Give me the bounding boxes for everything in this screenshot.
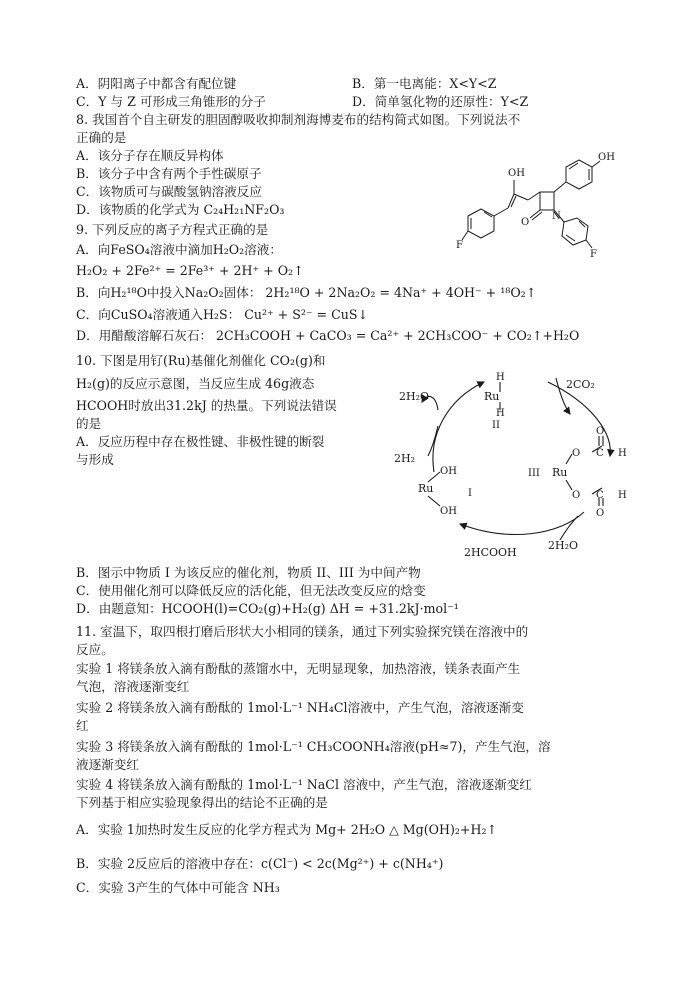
q11-option-b: B．实验 2反应后的溶液中存在：c(Cl⁻) < 2c(Mg²⁺) + c(NH₄⁺) [76, 856, 444, 871]
ru2-h-bottom: H [496, 408, 505, 419]
catalytic-cycle-diagram [388, 364, 640, 562]
ru2-label: Ru [484, 390, 500, 403]
q10-stem-line3: HCOOH时放出31.2kJ 的热量。下列说法错误 [76, 398, 337, 413]
ru3-c-bottom: C [596, 490, 604, 501]
q10-stem-line1: 10. 下图是用钌(Ru)基催化剂催化 CO₂(g)和 [76, 353, 326, 368]
q11-exp3-line1: 实验 3 将镁条放入滴有酚酞的 1mol·L⁻¹ CH₃COONH₄溶液(pH≈7)，产生气泡，溶 [76, 739, 551, 754]
q8-option-d: D．该物质的化学式为 C₂₄H₂₁NF₂O₃ [76, 202, 285, 217]
ru3-c-top: C [596, 448, 604, 459]
structure-n-ring: N [552, 211, 561, 222]
species-i-label: I [468, 488, 472, 499]
ru1-label: Ru [418, 482, 434, 495]
label-2co2: 2CO₂ [566, 378, 595, 391]
q8-option-b: B．该分子中含有两个手性碳原子 [76, 166, 262, 181]
structure-o-carbonyl: O [521, 217, 530, 228]
q10-option-d: D．由题意知：HCOOH(l)=CO₂(g)+H₂(g) ΔH = +31.2kJ·mol⁻¹ [76, 601, 459, 616]
q8-option-a: A．该分子存在顺反异构体 [76, 148, 224, 163]
q7-option-d: D．简单氢化物的还原性：Y<Z [352, 94, 529, 109]
q7-option-a: A．阴阳离子中都含有配位键 [76, 76, 237, 91]
q11-exp3-line2: 液逐渐变红 [76, 757, 139, 772]
ru3-carbonyl-o-bottom: O [596, 508, 605, 519]
q10-stem-line2: H₂(g)的反应示意图，当反应生成 46g液态 [76, 376, 315, 391]
q9-option-a-line1: A．向FeSO₄溶液中滴加H₂O₂溶液： [76, 242, 282, 257]
species-iii-label: III [528, 468, 540, 479]
ru3-o-top: O [572, 448, 581, 459]
q9-option-a-line2: H₂O₂ + 2Fe²⁺ = 2Fe³⁺ + 2H⁺ + O₂↑ [76, 263, 304, 278]
ru3-h-bottom: H [618, 490, 627, 501]
ru3-label: Ru [552, 466, 568, 479]
q10-option-c: C．使用催化剂可以降低反应的活化能，但无法改变反应的焓变 [76, 583, 426, 598]
species-ii-label: II [492, 420, 500, 431]
q11-exp2-line1: 实验 2 将镁条放入滴有酚酞的 1mol·L⁻¹ NH₄Cl溶液中，产生气泡，溶液逐渐变 [76, 700, 524, 715]
ru1-oh-bottom: OH [440, 506, 457, 517]
q9-option-d: D．用醋酸溶解石灰石： 2CH₃COOH + CaCO₃ = Ca²⁺ + 2CH₃COO⁻ + CO₂↑+H₂O [76, 328, 580, 343]
ru1-oh-top: OH [440, 466, 457, 477]
ru2-h-top: H [496, 372, 505, 383]
q11-stem-line2: 反应。 [76, 642, 114, 657]
structure-f-left: F [456, 240, 463, 251]
label-2h2: 2H₂ [394, 452, 416, 465]
ru3-carbonyl-o-top: O [596, 426, 605, 437]
q10-option-a-line2: 与形成 [76, 452, 114, 467]
structure-oh-top: OH [508, 168, 525, 179]
q10-option-a-line1: A．反应历程中存在极性键、非极性键的断裂 [76, 434, 325, 449]
q11-question: 下列基于相应实验现象得出的结论不正确的是 [76, 795, 328, 810]
q11-stem-line1: 11. 室温下，取四根打磨后形状大小相同的镁条，通过下列实验探究镁在溶液中的 [76, 624, 529, 639]
q11-exp1-line2: 气泡，溶液逐渐变红 [76, 679, 190, 694]
q9-option-b: B．向H₂¹⁸O中投入Na₂O₂固体： 2H₂¹⁸O + 2Na₂O₂ = 4Na⁺ + 4OH⁻ + ¹⁸O₂↑ [76, 285, 537, 300]
q11-exp4: 实验 4 将镁条放入滴有酚酞的 1mol·L⁻¹ NaCl 溶液中，产生气泡，溶液逐渐变红 [76, 777, 532, 792]
q7-option-b: B．第一电离能：X<Y<Z [352, 76, 497, 91]
label-2hcooh: 2HCOOH [464, 546, 517, 559]
ru3-h-top: H [618, 448, 627, 459]
label-2h2o-bottom: 2H₂O [548, 539, 579, 552]
q7-option-c: C．Y 与 Z 可形成三角锥形的分子 [76, 94, 266, 109]
q11-exp2-line2: 红 [76, 718, 89, 733]
q10-stem-line4: 的是 [76, 416, 102, 431]
ezetimibe-structure-figure [448, 148, 628, 260]
label-2h2o-top: 2H₂O [399, 390, 430, 403]
q10-option-b: B．图示中物质 I 为该反应的催化剂，物质 II、III 为中间产物 [76, 565, 421, 580]
q9-option-c: C．向CuSO₄溶液通入H₂S： Cu²⁺ + S²⁻ = CuS↓ [76, 307, 369, 322]
structure-f-bottom: F [590, 249, 597, 260]
q11-option-c: C．实验 3产生的气体中可能含 NH₃ [76, 880, 280, 895]
q9-stem: 9. 下列反应的离子方程式正确的是 [76, 222, 269, 237]
q8-stem-line2: 正确的是 [76, 130, 127, 145]
ru3-o-bottom: O [572, 490, 581, 501]
q8-option-c: C．该物质可与碳酸氢钠溶液反应 [76, 184, 262, 199]
q8-stem-line1: 8. 我国首个自主研发的胆固醇吸收抑制剂海博麦布的结构简式如图。下列说法不 [76, 112, 521, 127]
q11-exp1-line1: 实验 1 将镁条放入滴有酚酞的蒸馏水中，无明显现象，加热溶液，镁条表面产生 [76, 661, 521, 676]
structure-oh-right: OH [598, 152, 615, 163]
q11-option-a: A．实验 1加热时发生反应的化学方程式为 Mg+ 2H₂O △ Mg(OH)₂+H₂↑ [76, 822, 498, 837]
